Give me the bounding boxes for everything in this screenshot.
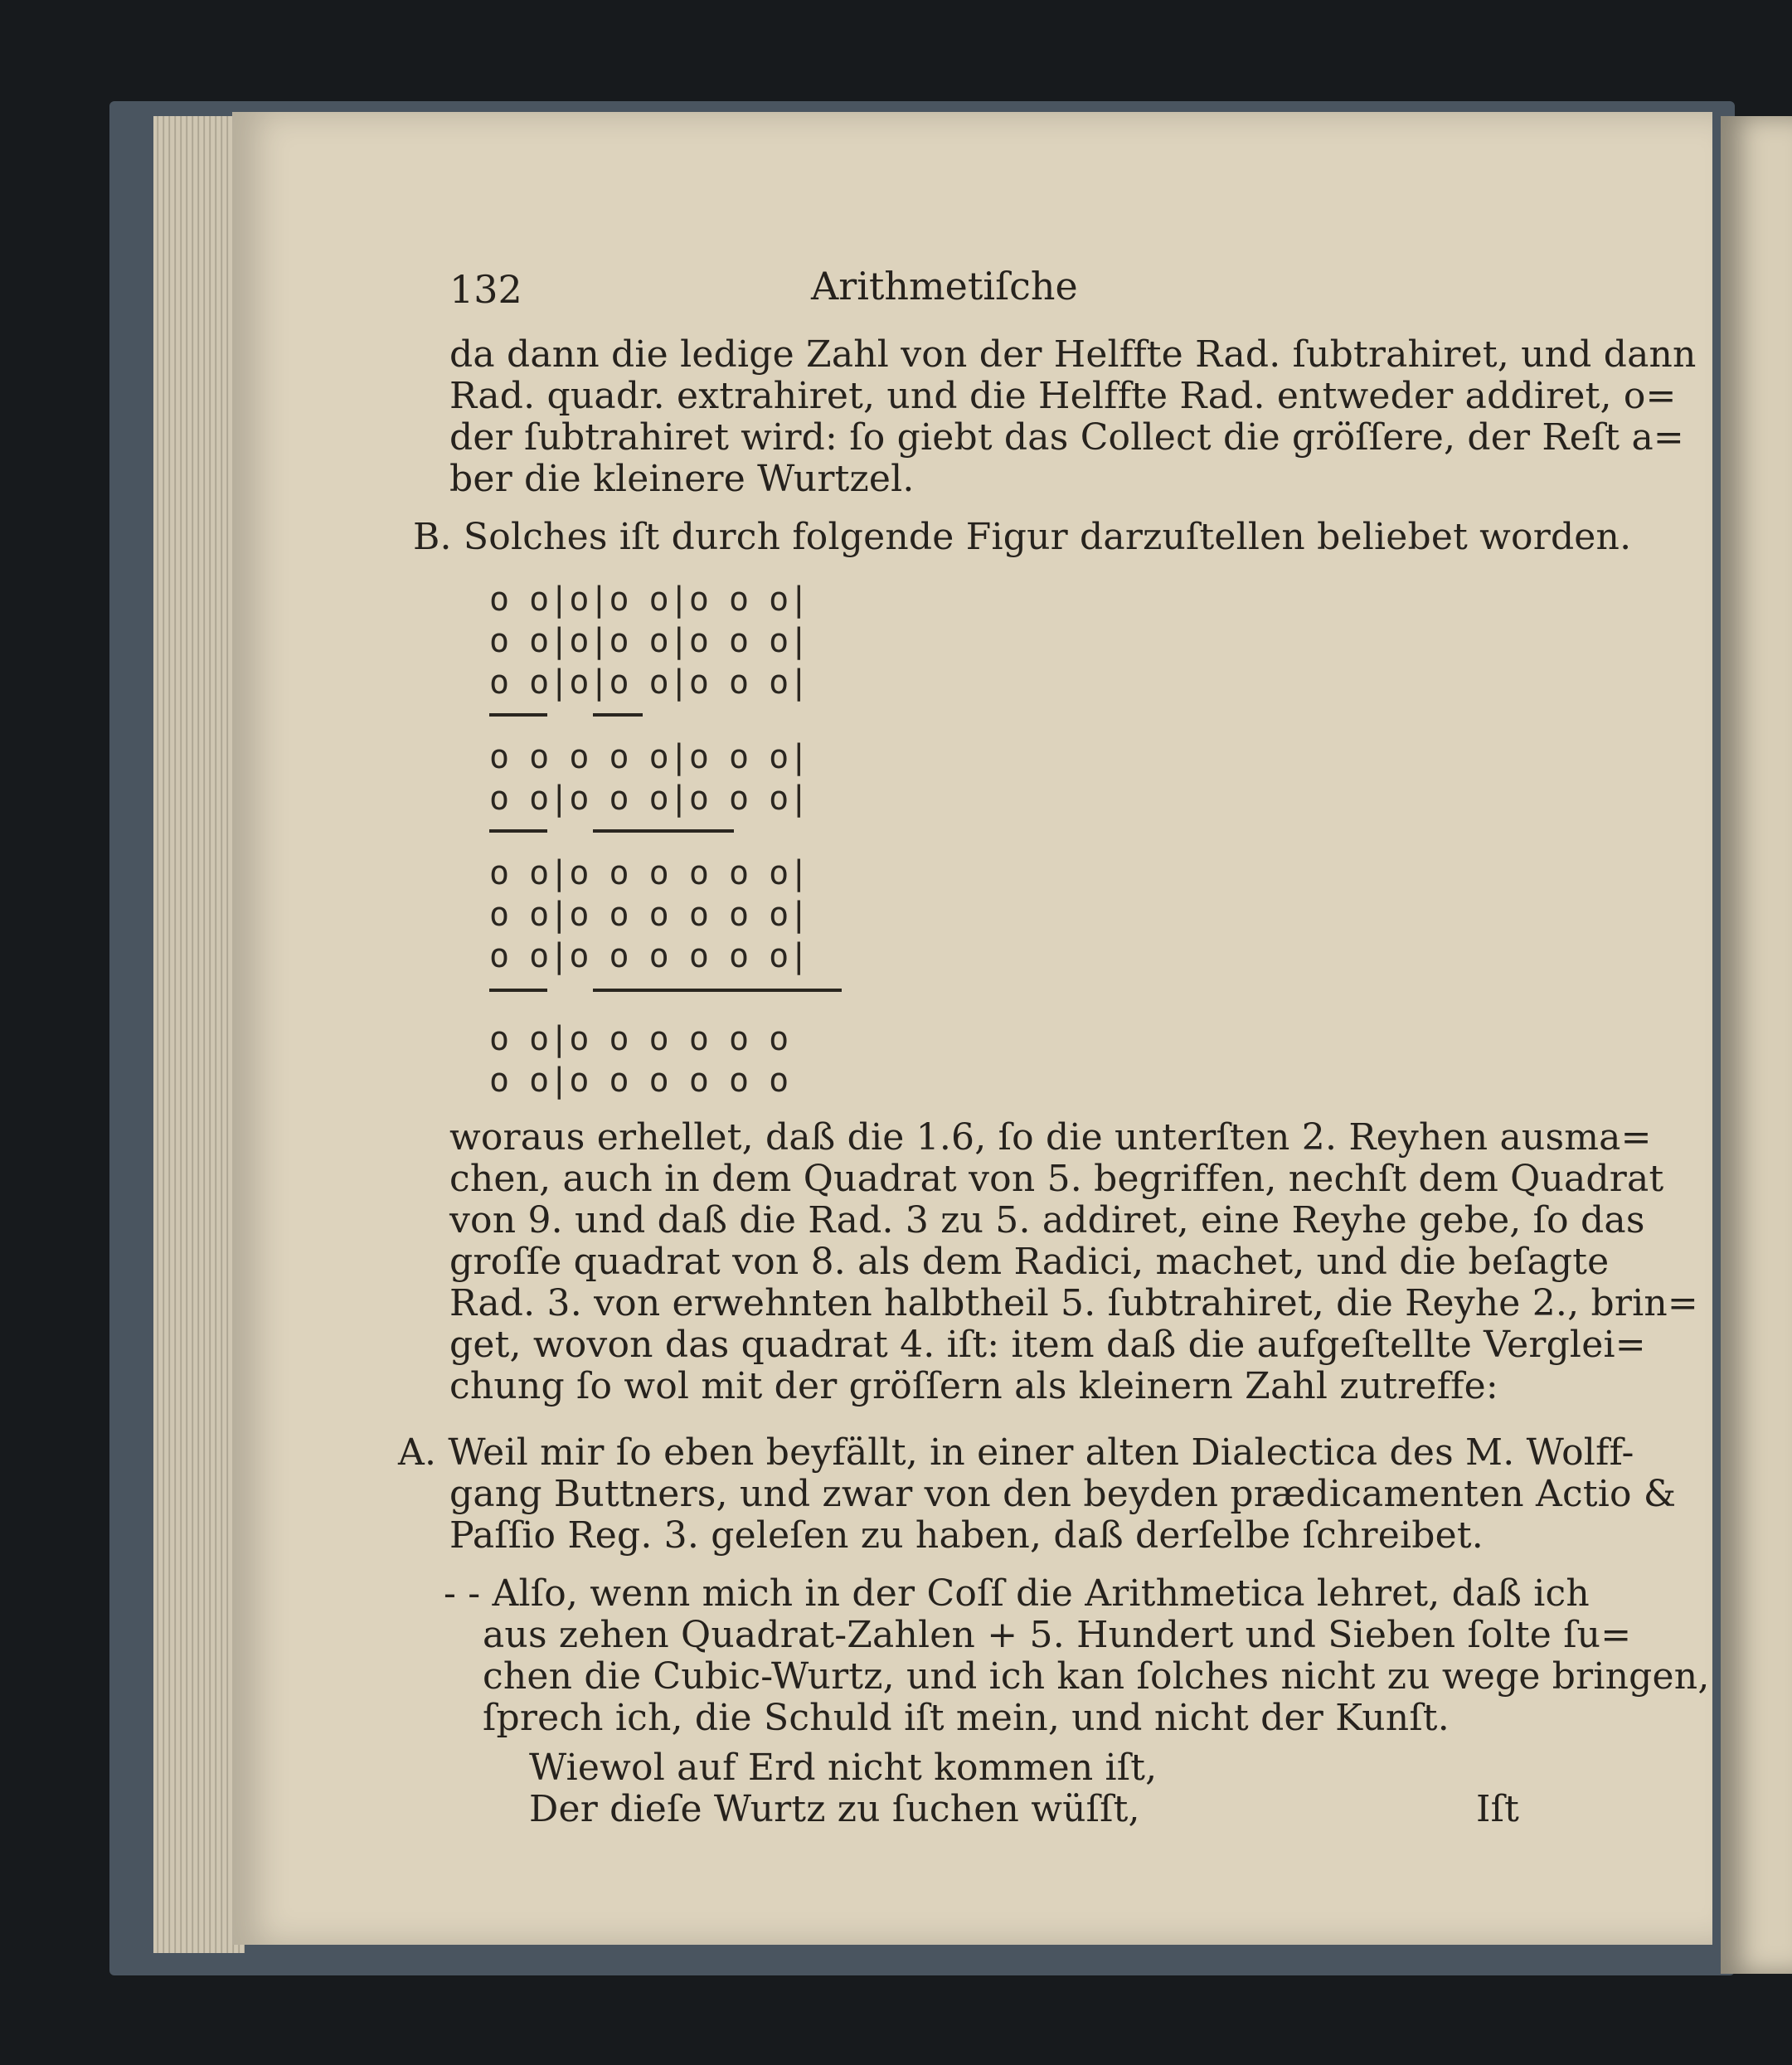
- running-title: Arithmetiſche: [811, 264, 1078, 309]
- quote-line: - - Alſo, wenn mich in der Coſſ die Arithmetica lehret, daß ich: [444, 1572, 1590, 1615]
- paragraph1-line: der ſubtrahiret wird: ſo giebt das Collect die gröſſere, der Reſt a=: [449, 416, 1684, 459]
- figure-divider: [489, 713, 547, 717]
- figure-divider: [593, 989, 842, 992]
- figure-row: o o o o o|o o o|: [489, 738, 809, 776]
- figure-divider: [593, 829, 734, 833]
- paragraph2-line: woraus erhellet, daß die 1.6, ſo die unterſten 2. Reyhen ausma=: [449, 1116, 1652, 1159]
- paragraph2-line: von 9. und daß die Rad. 3 zu 5. addiret, eine Reyhe gebe, ſo das: [449, 1199, 1645, 1241]
- figure-row: o o|o|o o|o o o|: [489, 581, 809, 619]
- quote-line: ſprech ich, die Schuld iſt mein, und nicht der Kunſt.: [483, 1697, 1450, 1739]
- catchword: Iſt: [1476, 1788, 1519, 1830]
- paragraph2-line: chung ſo wol mit der gröſſern als kleinern Zahl zutreffe:: [449, 1365, 1498, 1407]
- paragraph2-line: groſſe quadrat von 8. als dem Radici, machet, und die beſagte: [449, 1241, 1610, 1283]
- paragraph-a-line: Paſſio Reg. 3. geleſen zu haben, daß derſelbe ſchreibet.: [449, 1514, 1484, 1557]
- paragraph1-line: Rad. quadr. extrahiret, und die Helffte Rad. entweder addiret, o=: [449, 375, 1677, 417]
- paragraph-b: B. Solches iſt durch folgende Figur darzuſtellen beliebet worden.: [413, 516, 1632, 558]
- verse-line: Wiewol auf Erd nicht kommen iſt,: [529, 1747, 1158, 1789]
- page-number: 132: [449, 267, 522, 312]
- figure-divider: [489, 989, 547, 992]
- figure-row: o o|o|o o|o o o|: [489, 663, 809, 702]
- figure-row: o o|o o o o o o: [489, 1062, 789, 1100]
- figure-divider: [593, 713, 643, 717]
- paragraph1-line: ber die kleinere Wurtzel.: [449, 458, 915, 500]
- paragraph2-line: get, wovon das quadrat 4. iſt: item daß die aufgeſtellte Verglei=: [449, 1324, 1646, 1366]
- figure-divider: [489, 829, 547, 833]
- paragraph-a-line: A. Weil mir ſo eben beyfällt, in einer alten Dialectica des M. Wolff-: [398, 1431, 1634, 1474]
- figure-row: o o|o o o o o o|: [489, 937, 809, 975]
- paragraph1-line: da dann die ledige Zahl von der Helffte Rad. ſubtrahiret, und dann: [449, 333, 1697, 376]
- paragraph-a-line: gang Buttners, und zwar von den beyden prædicamenten Actio &: [449, 1473, 1677, 1515]
- quote-line: chen die Cubic-Wurtz, und ich kan ſolches nicht zu wege bringen,: [483, 1655, 1710, 1698]
- next-page-edge: [1721, 116, 1792, 1974]
- paragraph2-line: chen, auch in dem Quadrat von 5. begriffen, nechſt dem Quadrat: [449, 1158, 1664, 1200]
- figure-row: o o|o o o o o o: [489, 1020, 789, 1058]
- page-edges: [153, 116, 245, 1953]
- figure-row: o o|o o o o o o|: [489, 896, 809, 934]
- figure-row: o o|o|o o|o o o|: [489, 622, 809, 660]
- quote-line: aus zehen Quadrat-Zahlen + 5. Hundert und Sieben ſolte ſu=: [483, 1614, 1632, 1656]
- figure-row: o o|o o o o o o|: [489, 854, 809, 892]
- verse-line: Der dieſe Wurtz zu ſuchen wüſſt,: [529, 1788, 1140, 1830]
- dot-figure: [489, 581, 887, 1100]
- paragraph2-line: Rad. 3. von erwehnten halbtheil 5. ſubtrahiret, die Reyhe 2., brin=: [449, 1282, 1698, 1324]
- figure-row: o o|o o o|o o o|: [489, 780, 809, 818]
